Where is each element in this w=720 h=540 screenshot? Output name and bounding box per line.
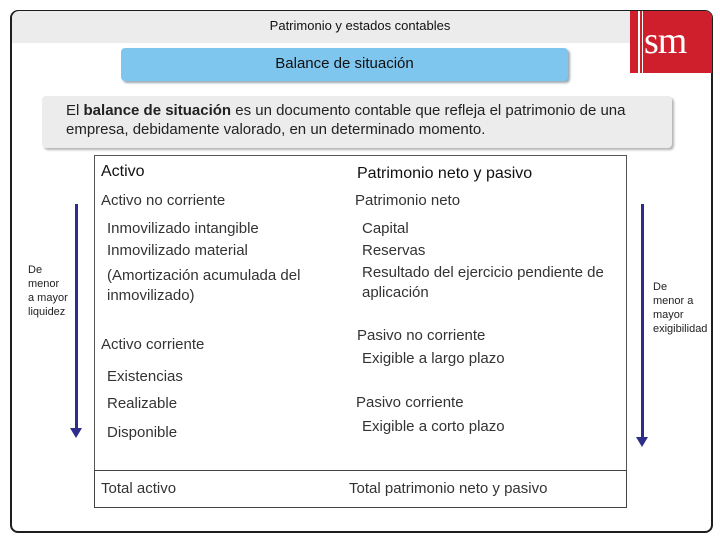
label-line: De [653, 281, 668, 293]
left-item: Existencias [107, 368, 183, 385]
right-item: Capital [362, 220, 409, 237]
definition-term: balance de situación [83, 102, 232, 119]
left-item: Inmovilizado intangible [107, 220, 259, 237]
label-line: De [28, 264, 43, 276]
pasivo-corriente-title: Pasivo corriente [356, 394, 464, 411]
right-item: Exigible a largo plazo [362, 350, 505, 367]
exigibility-arrow-line [641, 204, 644, 438]
exigibility-arrow-head-icon [636, 437, 648, 447]
logo-text: sm [644, 20, 687, 62]
amortization-line: (Amortización acumulada del [107, 267, 301, 284]
label-line: mayor [653, 309, 684, 321]
right-item: Exigible a corto plazo [362, 418, 505, 435]
left-item: Realizable [107, 395, 178, 412]
patrimonio-neto-title: Patrimonio neto [355, 192, 461, 209]
left-item: Disponible [107, 424, 178, 441]
activo-corriente-title: Activo corriente [101, 336, 205, 353]
definition-text [66, 101, 666, 139]
logo-stripe [642, 11, 643, 73]
result-line: Resultado del ejercicio pendiente de [362, 264, 604, 281]
logo-stripe [638, 11, 640, 73]
result-line: aplicación [362, 284, 429, 301]
liquidity-label [28, 263, 68, 319]
label-line: a mayor [28, 292, 68, 304]
definition-box [42, 96, 672, 148]
label-line: menor a [653, 295, 694, 307]
total-activo: Total activo [101, 480, 177, 497]
section-title: Balance de situación [275, 55, 414, 72]
definition-prefix: El [66, 102, 84, 119]
right-item: Reservas [362, 242, 426, 259]
label-line: menor [28, 278, 60, 290]
label-line: liquidez [28, 306, 66, 318]
total-patrimonio-pasivo: Total patrimonio neto y pasivo [349, 480, 548, 497]
patrimonio-pasivo-header: Patrimonio neto y pasivo [357, 165, 533, 182]
activo-header: Activo [101, 163, 145, 180]
amortization-line: inmovilizado) [107, 287, 195, 304]
liquidity-arrow-line [75, 204, 78, 429]
liquidity-arrow-head-icon [70, 428, 82, 438]
document-title: Patrimonio y estados contables [269, 18, 451, 33]
exigibility-label [653, 280, 707, 336]
section-title-box [121, 48, 568, 81]
definition-suffix: es un documento contable que refleja el patrimonio de una empresa, debidamente valorado, en un determinado momento. [66, 102, 626, 138]
label-line: exigibilidad [653, 323, 708, 335]
pasivo-no-corriente-title: Pasivo no corriente [357, 327, 486, 344]
left-item: Inmovilizado material [107, 242, 248, 259]
activo-no-corriente-title: Activo no corriente [101, 192, 226, 209]
sm-logo [630, 11, 712, 73]
